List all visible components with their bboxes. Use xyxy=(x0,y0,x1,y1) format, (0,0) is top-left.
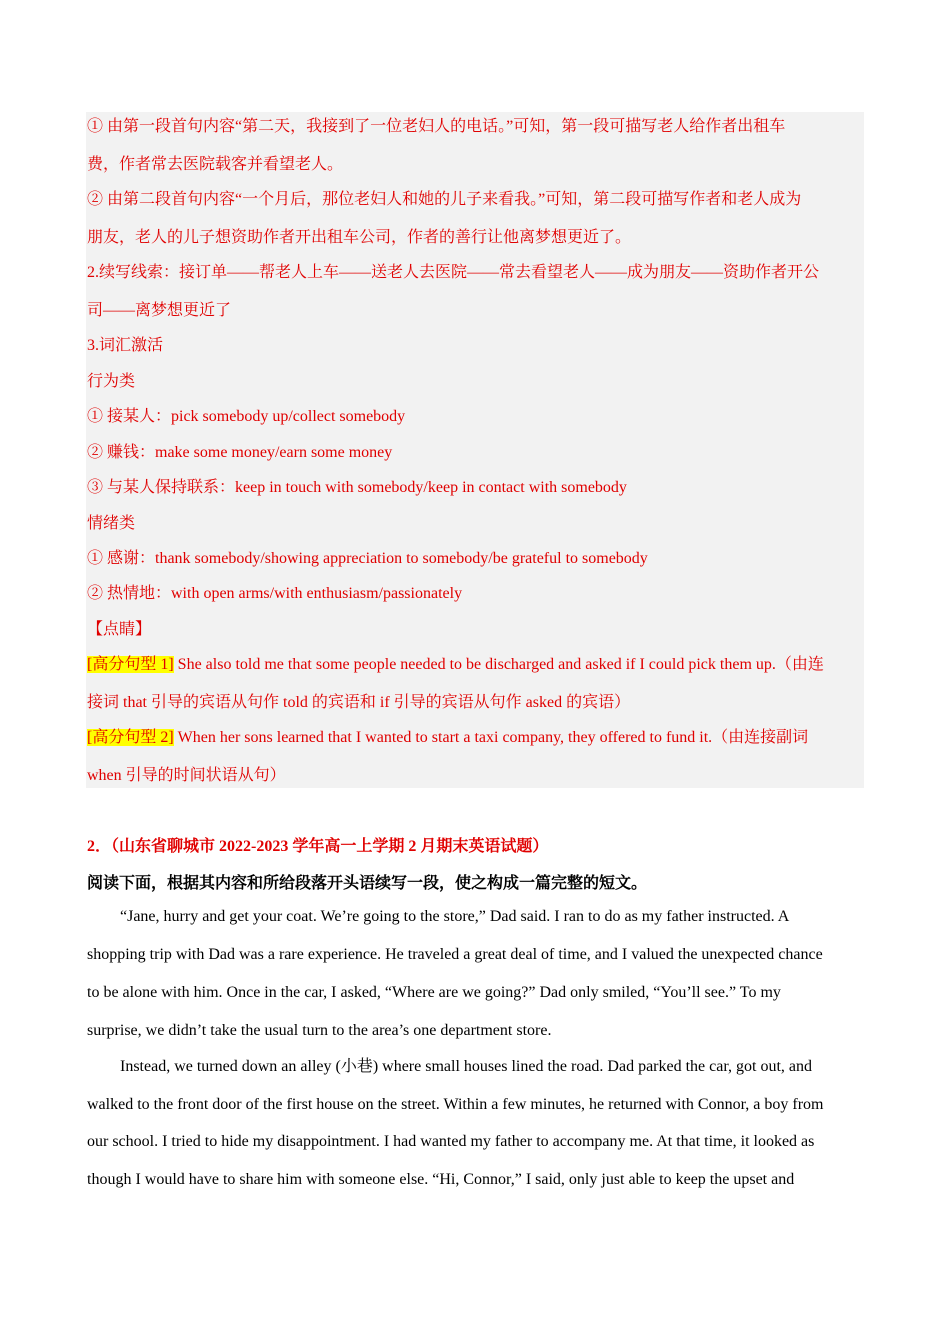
analysis-line: 接词 that 引导的宾语从句作 told 的宾语和 if 引导的宾语从句作 asked 的宾语） xyxy=(87,694,631,711)
sentence-tag: [高分句型 2] xyxy=(87,729,174,746)
sentence-text: She also told me that some people needed to be discharged and asked if I could pick them up.（由连 xyxy=(173,656,824,673)
vocab-item: ② 热情地：with open arms/with enthusiasm/passionately xyxy=(87,585,463,602)
analysis-line: 司——离梦想更近了 xyxy=(87,302,232,319)
vocab-item: ③ 与某人保持联系：keep in touch with somebody/keep in contact with somebody xyxy=(87,479,627,496)
category-label: 情绪类 xyxy=(87,515,136,532)
sentence-text: When her sons learned that I wanted to start a taxi company, they offered to fund it.（由连接副词 xyxy=(173,729,809,746)
passage-line: though I would have to share him with someone else. “Hi, Connor,” I said, only just able to keep the upset and xyxy=(87,1171,795,1188)
sentence-tag: [高分句型 1] xyxy=(87,656,174,673)
highlight-heading: 【点睛】 xyxy=(87,621,152,638)
passage-line: Instead, we turned down an alley (小巷) where small houses lined the road. Dad parked the car, got out, and xyxy=(120,1058,813,1075)
passage-line: our school. I tried to hide my disappointment. I had wanted my father to accompany me. At that time, it looked as xyxy=(87,1133,815,1150)
instruction: 阅读下面，根据其内容和所给段落开头语续写一段，使之构成一篇完整的短文。 xyxy=(87,875,648,892)
vocab-item: ② 赚钱：make some money/earn some money xyxy=(87,444,393,461)
analysis-line: 费，作者常去医院载客并看望老人。 xyxy=(87,156,344,173)
analysis-line: 2.续写线索：接订单——帮老人上车——送老人去医院——常去看望老人——成为朋友——资助作者开公 xyxy=(87,264,820,281)
vocab-item: ① 感谢：thank somebody/showing appreciation to somebody/be grateful to somebody xyxy=(87,550,648,567)
passage-line: walked to the front door of the first house on the street. Within a few minutes, he returned with Connor, a boy from xyxy=(87,1096,824,1113)
section-heading: 3.词汇激活 xyxy=(87,337,164,354)
category-label: 行为类 xyxy=(87,373,136,390)
passage-line: to be alone with him. Once in the car, I asked, “Where are we going?” Dad only smiled, “You’ll see.” To my xyxy=(87,984,781,1001)
analysis-line: ② 由第二段首句内容“一个月后，那位老妇人和她的儿子来看我。”可知，第二段可描写作者和老人成为 xyxy=(87,191,802,208)
analysis-line: ① 由第一段首句内容“第二天，我接到了一位老妇人的电话。”可知，第一段可描写老人给作者出租车 xyxy=(87,118,786,135)
key-sentence xyxy=(87,655,824,675)
passage-line: shopping trip with Dad was a rare experience. He traveled a great deal of time, and I valued the unexpected chance xyxy=(87,946,823,963)
question-heading: 2．（山东省聊城市 2022-2023 学年高一上学期 2 月期末英语试题） xyxy=(87,838,549,855)
passage-line: “Jane, hurry and get your coat. We’re going to the store,” Dad said. I ran to do as my father instructed. A xyxy=(120,908,790,925)
vocab-item: ① 接某人：pick somebody up/collect somebody xyxy=(87,408,406,425)
analysis-line: when 引导的时间状语从句） xyxy=(87,767,286,784)
key-sentence xyxy=(87,728,808,748)
passage-line: surprise, we didn’t take the usual turn to the area’s one department store. xyxy=(87,1022,552,1039)
analysis-line: 朋友，老人的儿子想资助作者开出租车公司，作者的善行让他离梦想更近了。 xyxy=(87,229,632,246)
